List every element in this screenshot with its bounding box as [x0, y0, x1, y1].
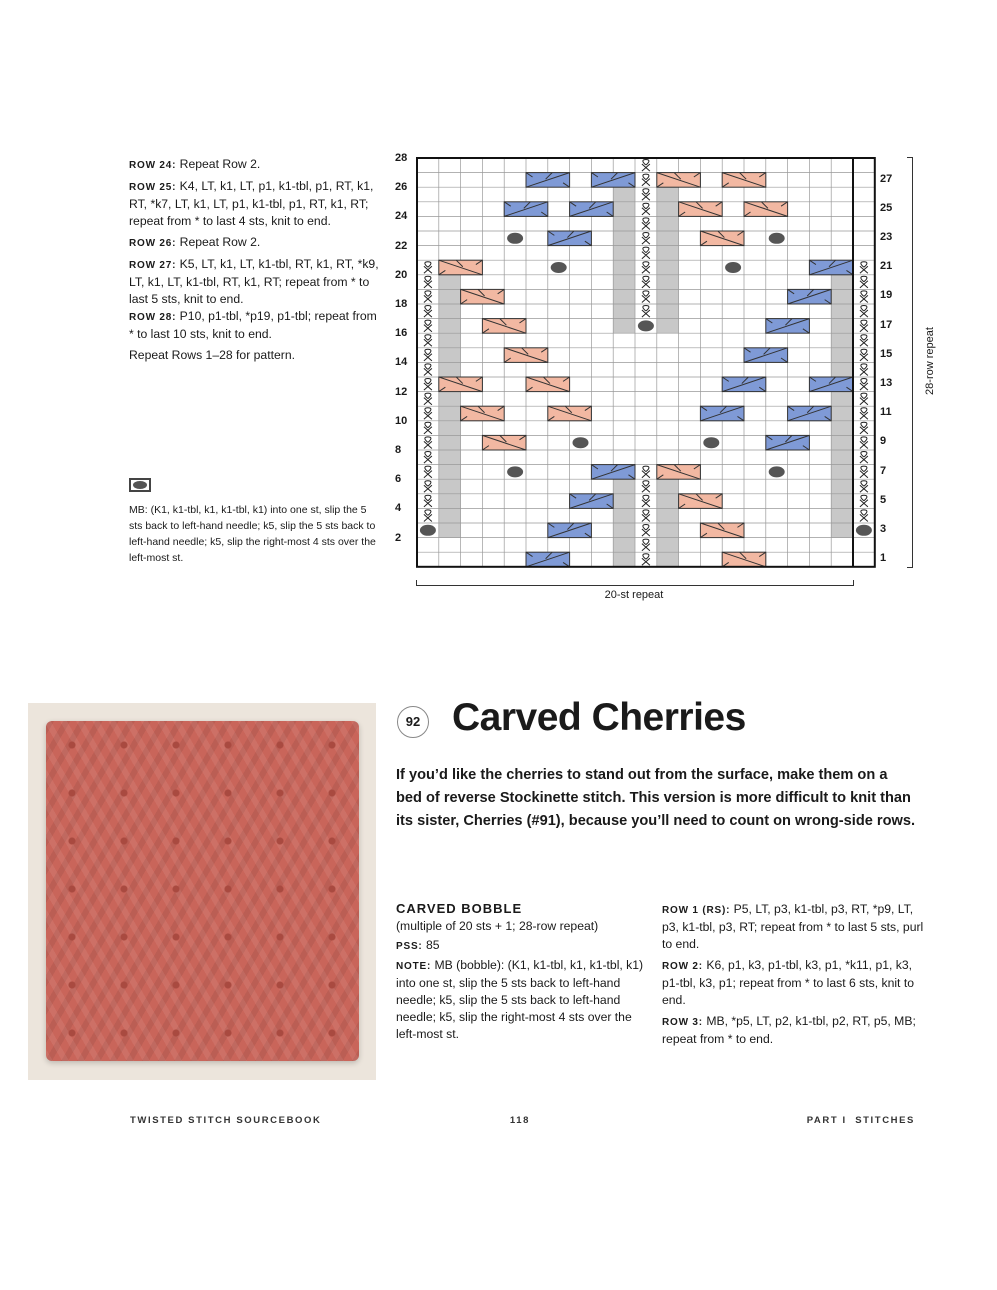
row-number: 26 — [395, 181, 408, 194]
knitted-swatch — [46, 721, 359, 1061]
bobble-icon — [507, 233, 523, 244]
row-number: 2 — [395, 531, 402, 544]
bobble-icon — [725, 262, 741, 273]
section-title: CARVED BOBBLE — [396, 901, 523, 916]
pattern-intro: If you’d like the cherries to stand out from the surface, make them on a bed of reverse Stockinette stitch. This version is more difficult to knit than its sister, Cherries (#91), because you’ll need to count on wrong-side rows. — [396, 767, 916, 829]
row-number: 6 — [395, 473, 402, 486]
row-number: 25 — [880, 201, 893, 214]
row-number: 7 — [880, 464, 887, 477]
row-number: 16 — [395, 327, 408, 340]
pss-info: PSS: 85 — [396, 938, 440, 952]
row-number: 9 — [880, 435, 887, 448]
row-repeat-bracket — [907, 157, 913, 568]
bobble-legend-text: MB: (K1, k1-tbl, k1, k1-tbl, k1) into one st, slip the 5 sts back to left-hand needle; k5, slip the 5 sts back to left-hand needle; k5, slip the right-most 4 sts over the left-most st. — [129, 504, 376, 564]
footer-page-number: 118 — [509, 1115, 531, 1126]
swatch-photo — [28, 703, 376, 1080]
row-number: 11 — [880, 406, 892, 419]
row-number: 5 — [880, 493, 887, 506]
instruction-row-1: ROW 1 (RS): P5, LT, p3, k1-tbl, p3, RT, *p9, LT, p3, k1-tbl, p3, RT; repeat from * to last 5 sts, purl to end. — [662, 902, 924, 951]
bobble-icon — [551, 262, 567, 273]
row-number: 27 — [880, 172, 893, 185]
purl-tbl-cell — [831, 275, 853, 377]
bobble-icon — [638, 320, 654, 331]
row-number: 21 — [880, 260, 893, 273]
instruction-row-2: ROW 2: K6, p1, k3, p1-tbl, k3, p1, *k11, p1, k3, p1-tbl, k3, p1; repeat from * to last 6 sts, knit to end. — [662, 958, 914, 1007]
row-number: 28 — [395, 152, 408, 164]
row-number: 14 — [395, 356, 408, 369]
bobble-icon — [507, 466, 523, 477]
instruction-row-3: ROW 3: MB, *p5, LT, p2, k1-tbl, p2, RT, p5, MB; repeat from * to end. — [662, 1014, 916, 1046]
bobble-icon — [133, 481, 147, 489]
bobble-icon — [703, 437, 719, 448]
bobble-icon — [769, 466, 785, 477]
instruction-row-27: ROW 27: K5, LT, k1, LT, k1-tbl, RT, k1, RT, *k9, LT, k1, LT, k1-tbl, RT, k1, RT; repeat from * to last 5 sts, knit to end. — [129, 257, 379, 306]
row-number: 8 — [395, 444, 402, 456]
purl-tbl-cell — [439, 275, 461, 377]
bobble-icon — [769, 233, 785, 244]
repeat-note: Repeat Rows 1–28 for pattern. — [129, 348, 295, 362]
multiple-info: (multiple of 20 sts + 1; 28-row repeat) — [396, 919, 599, 933]
row-number: 3 — [880, 523, 887, 535]
footer-section: PART I STITCHES — [806, 1115, 915, 1126]
note: NOTE: MB (bobble): (K1, k1-tbl, k1, k1-tbl, k1) into one st, slip the 5 sts back to left-hand needle; k5, slip the 5 sts back to left-hand needle; k5, slip the right-most 4 sts over the left-most st. — [396, 958, 644, 1041]
instruction-row-25: ROW 25: K4, LT, k1, LT, p1, k1-tbl, p1, RT, k1, RT, *k7, LT, k1, LT, p1, k1-tbl, p1, RT, k1, RT; repeat from * to last 4 sts, knit to end. — [129, 179, 374, 228]
row-number: 18 — [395, 298, 408, 310]
instruction-row-24: ROW 24: Repeat Row 2. — [129, 157, 261, 171]
instruction-row-28: ROW 28: P10, p1-tbl, *p19, p1-tbl; repeat from * to last 10 sts, knit to end. — [129, 309, 377, 341]
stitch-repeat-bracket — [416, 580, 854, 586]
carved-bobble-column — [396, 901, 646, 1047]
row-number: 1 — [880, 552, 887, 565]
footer-book-title: TWISTED STITCH SOURCEBOOK — [130, 1115, 322, 1126]
bobble-legend-symbol — [129, 478, 151, 492]
row-number: 13 — [880, 377, 893, 389]
pattern-title: Carved Cherries — [452, 696, 746, 739]
knitting-chart — [416, 157, 876, 569]
row-number: 4 — [395, 502, 402, 515]
bobble-icon — [420, 525, 436, 536]
bobble-icon — [573, 437, 589, 448]
row-instructions — [662, 901, 924, 1052]
instruction-row-26: ROW 26: Repeat Row 2. — [129, 235, 261, 249]
stitch-repeat-label: 20-st repeat — [604, 589, 664, 601]
row-number: 10 — [395, 414, 408, 427]
row-number: 12 — [395, 385, 408, 398]
row-number: 17 — [880, 318, 893, 331]
row-number: 19 — [880, 289, 893, 302]
top-instructions — [129, 156, 379, 368]
row-number: 23 — [880, 231, 893, 243]
row-repeat-label: 28-row repeat — [924, 327, 936, 395]
row-number: 24 — [395, 210, 408, 223]
row-number: 15 — [880, 347, 893, 360]
pattern-number-badge: 92 — [397, 706, 429, 738]
row-number: 22 — [395, 239, 408, 252]
bobble-icon — [856, 525, 872, 536]
row-number: 20 — [395, 268, 408, 281]
